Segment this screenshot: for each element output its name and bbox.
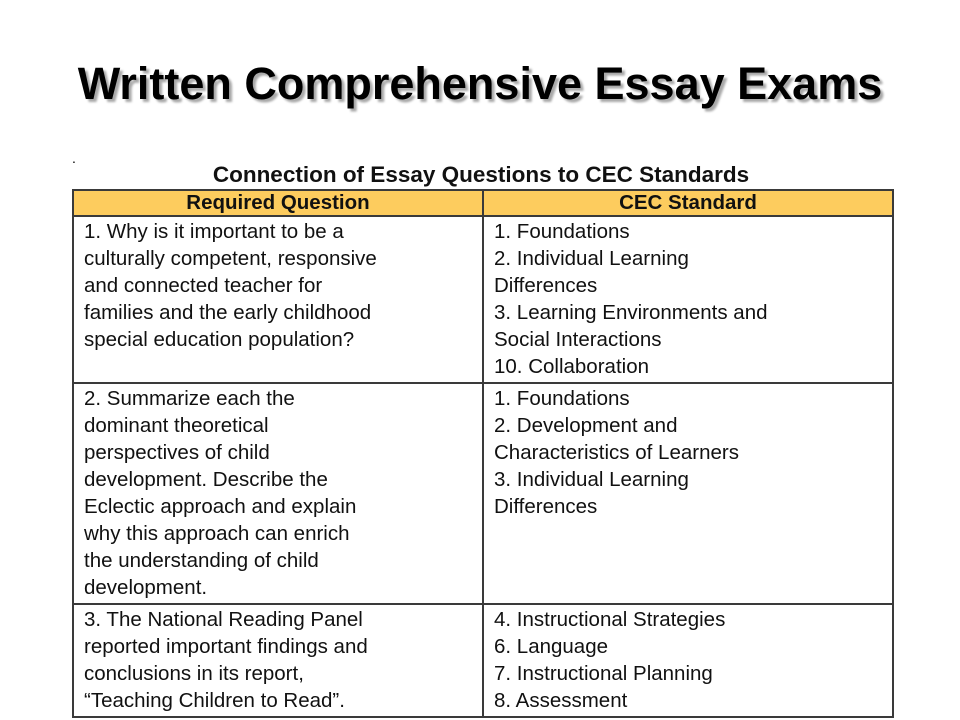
- text-line: Eclectic approach and explain: [84, 495, 357, 518]
- text-line: 1. Foundations: [494, 387, 630, 410]
- question-cell: [73, 604, 483, 717]
- text-line: 3. Individual Learning: [494, 468, 689, 491]
- text-line: reported important findings and: [84, 635, 368, 658]
- text-line: Differences: [494, 495, 598, 518]
- text-line: 3. The National Reading Panel: [84, 608, 363, 631]
- header-required-question: Required Question: [73, 190, 483, 216]
- text-line: 1. Why is it important to be a: [84, 220, 344, 243]
- text-line: why this approach can enrich: [84, 522, 350, 545]
- text-line: the understanding of child: [84, 549, 319, 572]
- text-line: 3. Learning Environments and: [494, 301, 768, 324]
- text-line: perspectives of child: [84, 441, 270, 464]
- text-line: Social Interactions: [494, 328, 662, 351]
- text-line: 4. Instructional Strategies: [494, 608, 726, 631]
- table-caption: Connection of Essay Questions to CEC Standards: [212, 162, 750, 187]
- text-line: 7. Instructional Planning: [494, 662, 713, 685]
- text-line: 6. Language: [494, 635, 609, 658]
- text-line: and connected teacher for: [84, 274, 323, 297]
- text-line: Differences: [494, 274, 598, 297]
- text-line: Characteristics of Learners: [494, 441, 739, 464]
- question-cell: [73, 216, 483, 383]
- standard-cell: [483, 383, 893, 604]
- table-row: [73, 604, 893, 717]
- text-line: 2. Individual Learning: [494, 247, 689, 270]
- text-line: 1. Foundations: [494, 220, 630, 243]
- text-line: 8. Assessment: [494, 689, 628, 712]
- text-line: development.: [84, 576, 208, 599]
- table-row: [73, 383, 893, 604]
- text-line: dominant theoretical: [84, 414, 269, 437]
- table-row: [73, 216, 893, 383]
- standard-cell: [483, 604, 893, 717]
- standards-table: [72, 189, 894, 718]
- text-line: “Teaching Children to Read”.: [84, 689, 345, 712]
- header-cec-standard: CEC Standard: [483, 190, 893, 216]
- text-line: conclusions in its report,: [84, 662, 304, 685]
- text-line: 2. Summarize each the: [84, 387, 295, 410]
- text-line: culturally competent, responsive: [84, 247, 377, 270]
- header-row: [73, 190, 893, 216]
- text-line: development. Describe the: [84, 468, 328, 491]
- text-line: special education population?: [84, 328, 355, 351]
- bullet-mark: .: [72, 150, 76, 166]
- text-line: 2. Development and: [494, 414, 678, 437]
- question-cell: [73, 383, 483, 604]
- slide-title: Written Comprehensive Essay Exams: [77, 58, 883, 109]
- text-line: families and the early childhood: [84, 301, 372, 324]
- text-line: 10. Collaboration: [494, 355, 649, 378]
- standard-cell: [483, 216, 893, 383]
